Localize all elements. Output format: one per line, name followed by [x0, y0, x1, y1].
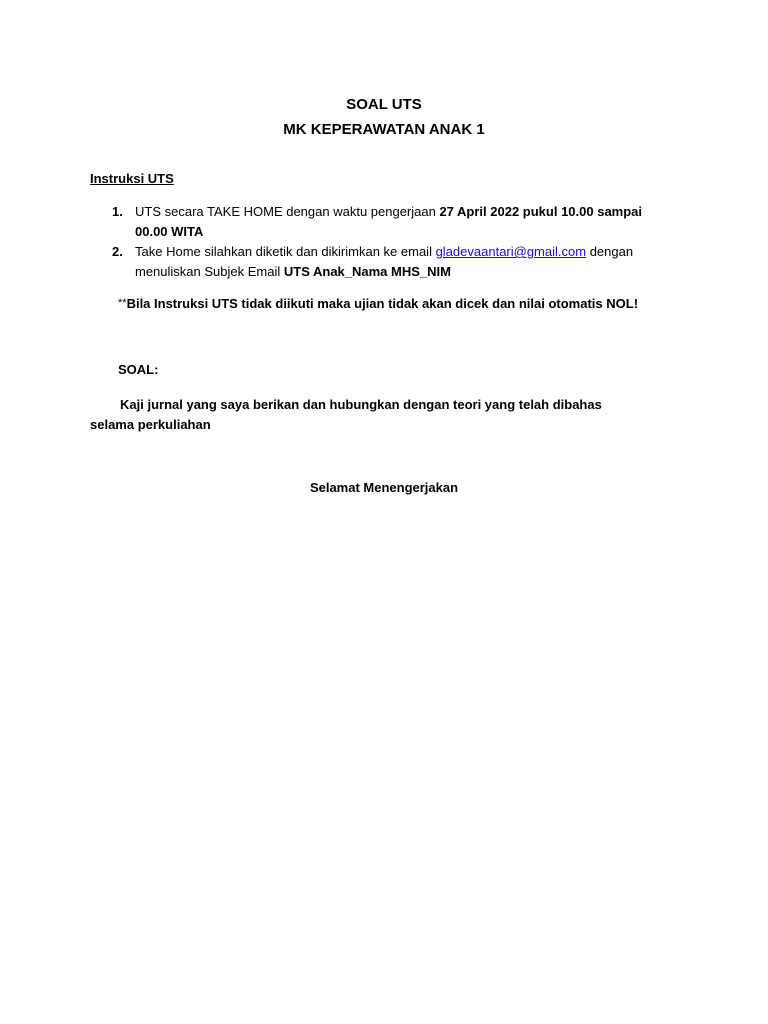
list-item [90, 202, 670, 242]
list-item-bold-text: 27 April 2022 pukul 10.00 sampai 00.00 WITA [135, 204, 643, 239]
warning-note [118, 296, 638, 311]
instructions-heading: Instruksi UTS [90, 171, 174, 186]
soal-text: Kaji jurnal yang saya berikan dan hubungkan dengan teori yang telah dibahas selama perkuliahan [90, 397, 602, 432]
list-item-text: UTS secara TAKE HOME dengan waktu pengerjaan [135, 204, 440, 219]
instructions-list [90, 202, 670, 282]
email-link[interactable]: gladevaantari@gmail.com [435, 244, 587, 259]
closing-text: Selamat Menengerjakan [309, 480, 459, 495]
list-item [90, 242, 670, 282]
list-item-number: 2. [112, 244, 123, 259]
document-title: SOAL UTS [346, 96, 422, 113]
warning-text: Bila Instruksi UTS tidak diikuti maka ujian tidak akan dicek dan nilai otomatis NOL! [126, 296, 639, 311]
warning-stars: ** [118, 297, 127, 309]
list-item-text: Take Home silahkan diketik dan dikirimkan ke email [135, 244, 436, 259]
list-item-text: dengan menuliskan Subjek Email [135, 244, 634, 279]
document-subtitle: MK KEPERAWATAN ANAK 1 [283, 121, 485, 138]
list-item-bold-text: UTS Anak_Nama MHS_NIM [283, 264, 451, 279]
soal-label: SOAL: [118, 362, 159, 377]
list-item-number: 1. [112, 204, 123, 219]
